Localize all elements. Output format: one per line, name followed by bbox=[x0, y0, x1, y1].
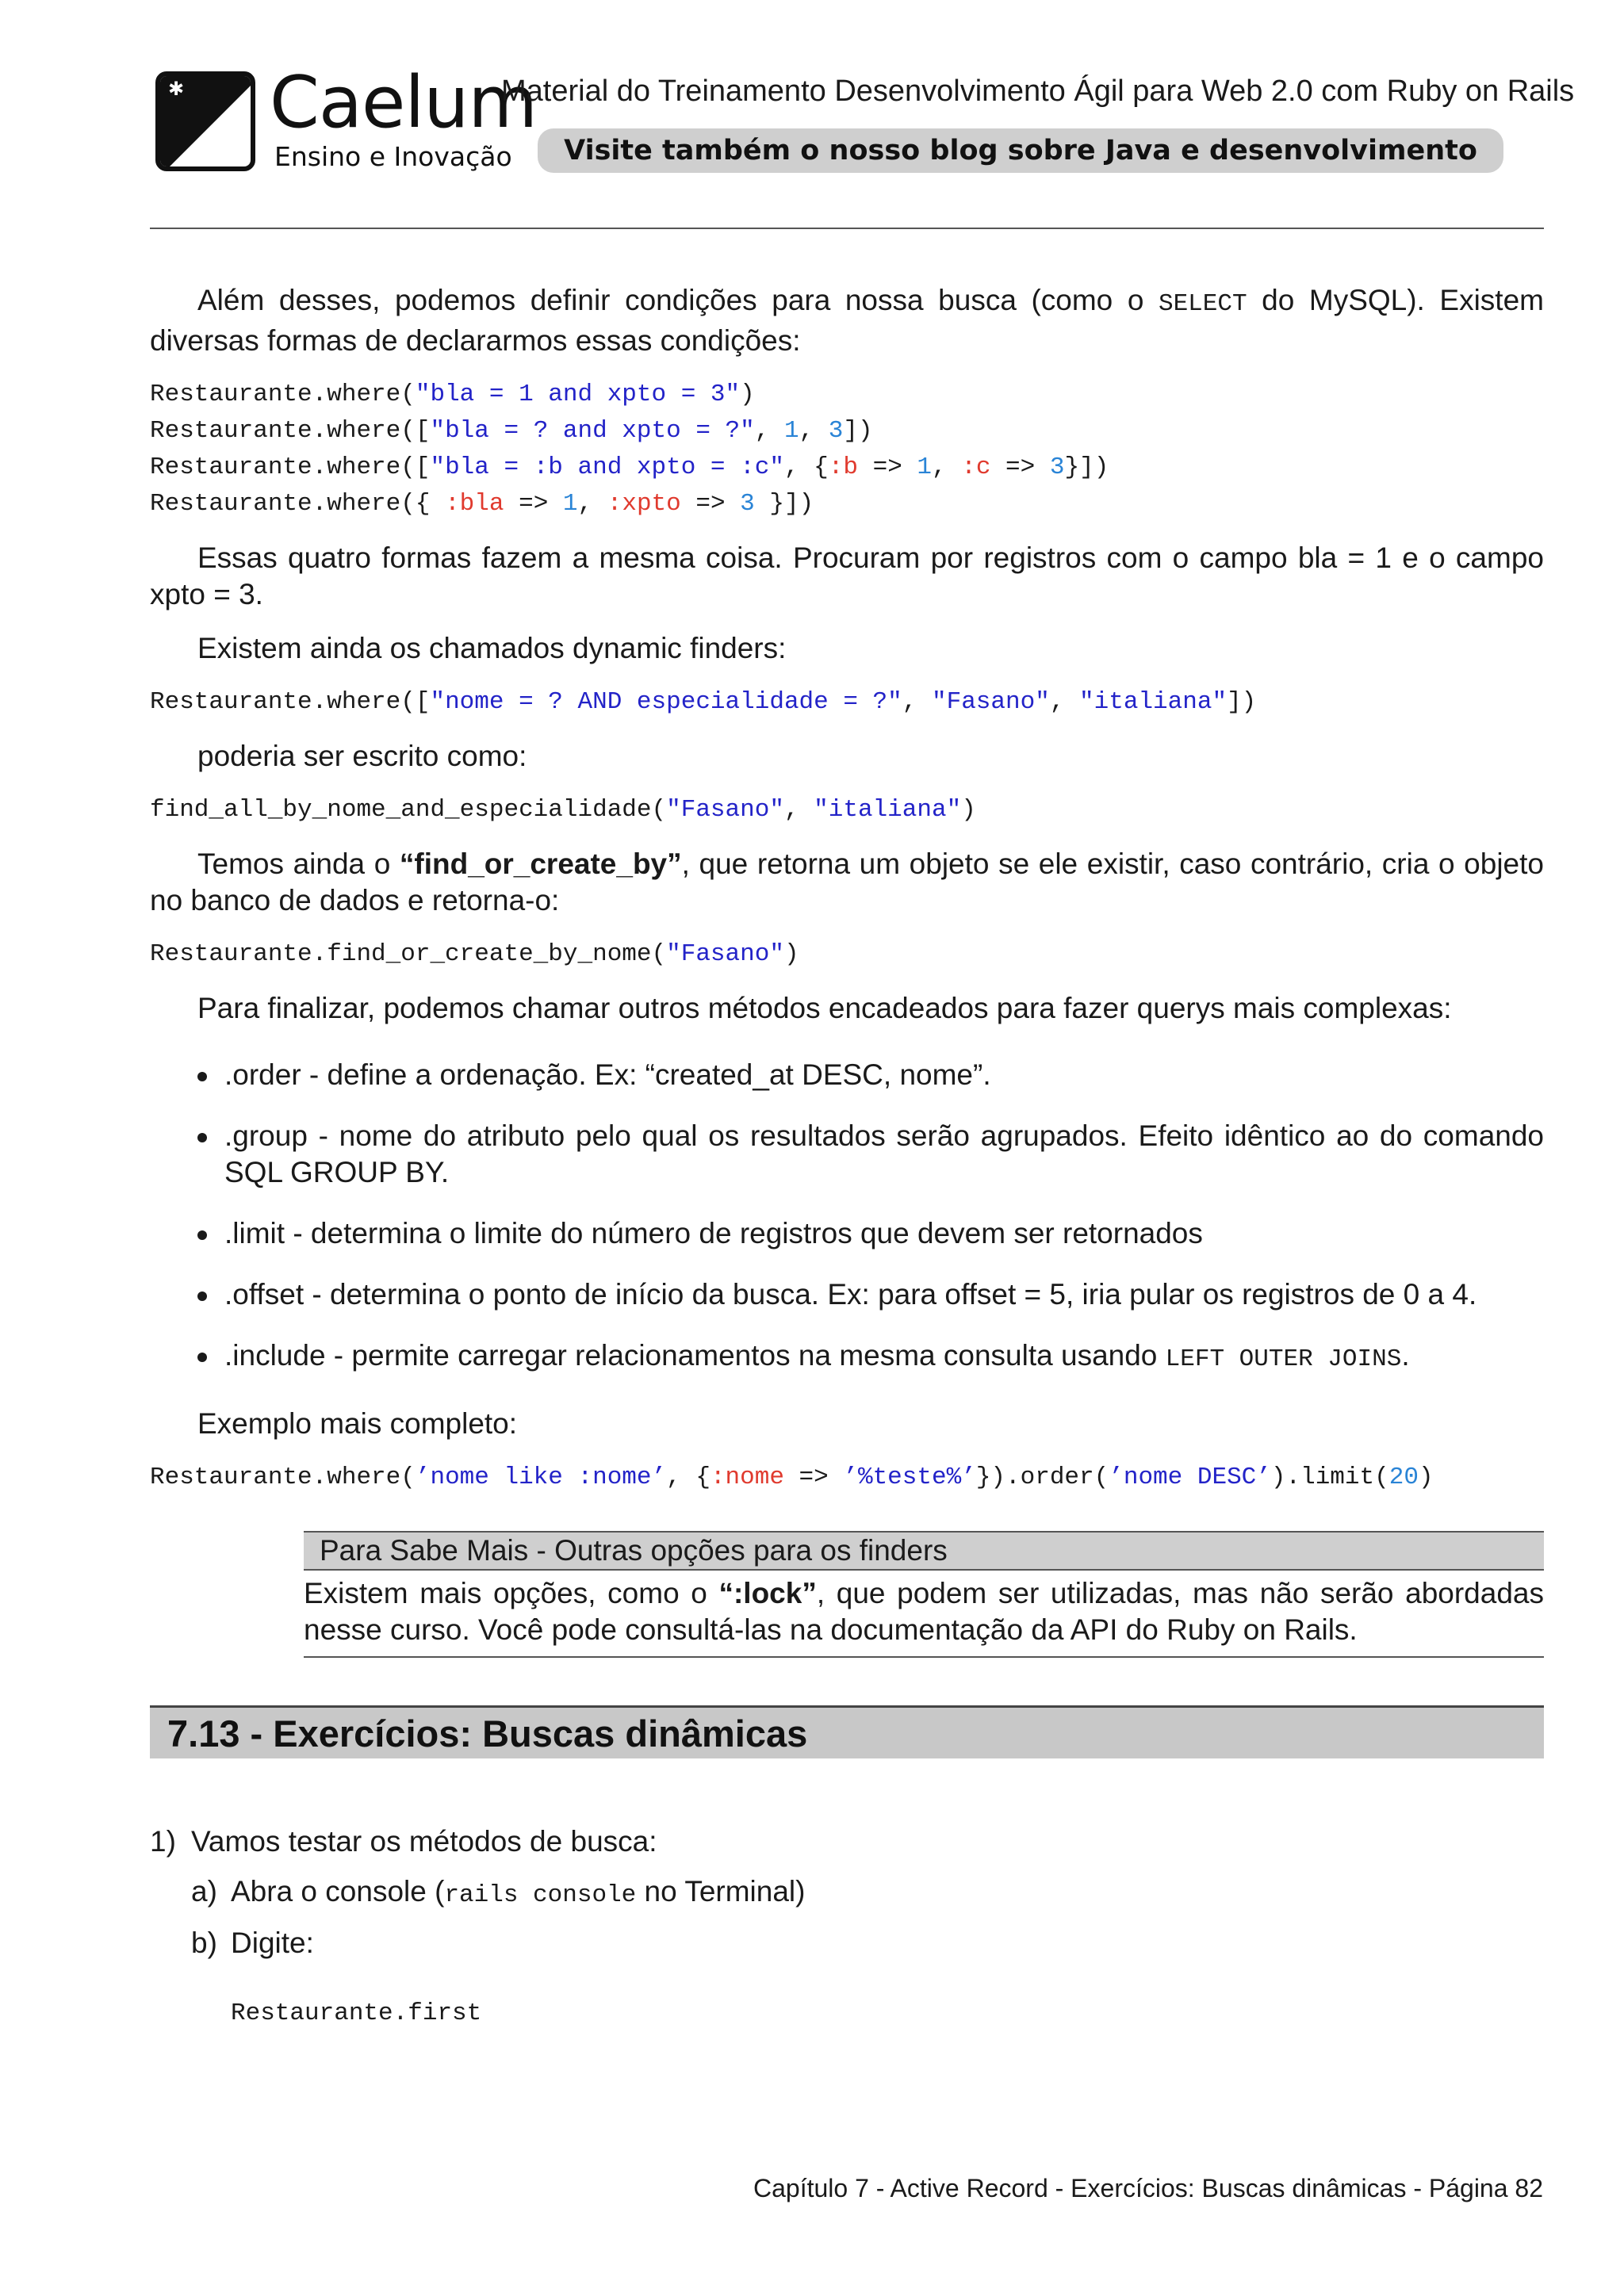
example-paragraph: Exemplo mais completo: bbox=[197, 1407, 518, 1440]
exercise-subitem-a: a) Abra o console (rails console no Terminal) bbox=[191, 1875, 806, 1909]
logo-name: Caelum bbox=[270, 61, 538, 144]
code-line-4: Restaurante.where({ :bla => 1, :xpto => 3 }]) bbox=[150, 490, 814, 518]
methods-list bbox=[150, 1057, 1544, 1378]
header-divider bbox=[150, 228, 1544, 229]
code-exercise: Restaurante.first bbox=[231, 1999, 482, 2027]
code-line-3: Restaurante.where(["bla = :b and xpto = :c", {:b => 1, :c => 3}]) bbox=[150, 453, 1109, 481]
caelum-logo bbox=[155, 61, 538, 179]
list-item: .order - define a ordenação. Ex: “created_at DESC, nome”. bbox=[150, 1057, 1544, 1093]
exercise-item: 1) Vamos testar os métodos de busca: bbox=[150, 1825, 657, 1858]
intro-paragraph: Além desses, podemos definir condições para nossa busca (como o SELECT do MySQL). Existem diversas formas de declararmos essas condições: bbox=[150, 284, 1544, 357]
code-block-where bbox=[150, 377, 1544, 522]
section-heading: 7.13 - Exercícios: Buscas dinâmicas bbox=[150, 1705, 1544, 1758]
inline-code: SELECT bbox=[1158, 290, 1247, 318]
code-example: Restaurante.where(’nome like :nome’, {:nome => ’%teste%’}).order(’nome DESC’).limit(20) bbox=[150, 1464, 1434, 1491]
written-as-paragraph: poderia ser escrito como: bbox=[197, 740, 527, 772]
finalize-paragraph: Para finalizar, podemos chamar outros métodos encadeados para fazer querys mais complexas: bbox=[197, 992, 1452, 1024]
logo-mark-icon: ✱ bbox=[155, 71, 255, 171]
code-find-or-create: Restaurante.find_or_create_by_nome("Fasano") bbox=[150, 940, 799, 968]
blog-banner: Visite também o nosso blog sobre Java e desenvolvimento bbox=[538, 128, 1503, 173]
list-item: .group - nome do atributo pelo qual os resultados serão agrupados. Efeito idêntico ao do comando SQL GROUP BY. bbox=[150, 1118, 1544, 1191]
code-line-2: Restaurante.where(["bla = ? and xpto = ?", 1, 3]) bbox=[150, 417, 873, 445]
list-item: .offset - determina o ponto de início da busca. Ex: para offset = 5, iria pular os registros de 0 a 4. bbox=[150, 1276, 1544, 1313]
page-content bbox=[150, 282, 1544, 2032]
logo-tagline: Ensino e Inovação bbox=[274, 141, 512, 172]
note-title: Para Sabe Mais - Outras opções para os finders bbox=[304, 1531, 1544, 1571]
code-finder: find_all_by_nome_and_especialidade("Fasano", "italiana") bbox=[150, 796, 976, 824]
page-footer: Capítulo 7 - Active Record - Exercícios: Buscas dinâmicas - Página 82 bbox=[753, 2174, 1543, 2202]
note-body: Existem mais opções, como o “:lock”, que podem ser utilizadas, mas não serão abordadas nesse curso. Você pode consultá-las na documentação da API do Ruby on Rails. bbox=[304, 1571, 1544, 1658]
code-line-1: Restaurante.where("bla = 1 and xpto = 3") bbox=[150, 381, 755, 408]
find-or-create-paragraph: Temos ainda o “find_or_create_by”, que retorna um objeto se ele existir, caso contrário, cria o objeto no banco de dados e retorna-o: bbox=[150, 848, 1544, 916]
same-thing-paragraph: Essas quatro formas fazem a mesma coisa. Procuram por registros com o campo bla = 1 e o campo xpto = 3. bbox=[150, 541, 1544, 610]
note-box bbox=[304, 1531, 1544, 1658]
list-item: .include - permite carregar relacionamentos na mesma consulta usando LEFT OUTER JOINS. bbox=[150, 1337, 1544, 1378]
list-item: .limit - determina o limite do número de registros que devem ser retornados bbox=[150, 1215, 1544, 1252]
dynamic-finders-paragraph: Existem ainda os chamados dynamic finders: bbox=[197, 632, 787, 664]
header-title: Material do Treinamento Desenvolvimento Ágil para Web 2.0 com Ruby on Rails bbox=[501, 75, 1575, 108]
code-dynamic: Restaurante.where(["nome = ? AND especialidade = ?", "Fasano", "italiana"]) bbox=[150, 688, 1257, 716]
exercise-subitem-b: b) Digite: bbox=[191, 1927, 314, 1959]
